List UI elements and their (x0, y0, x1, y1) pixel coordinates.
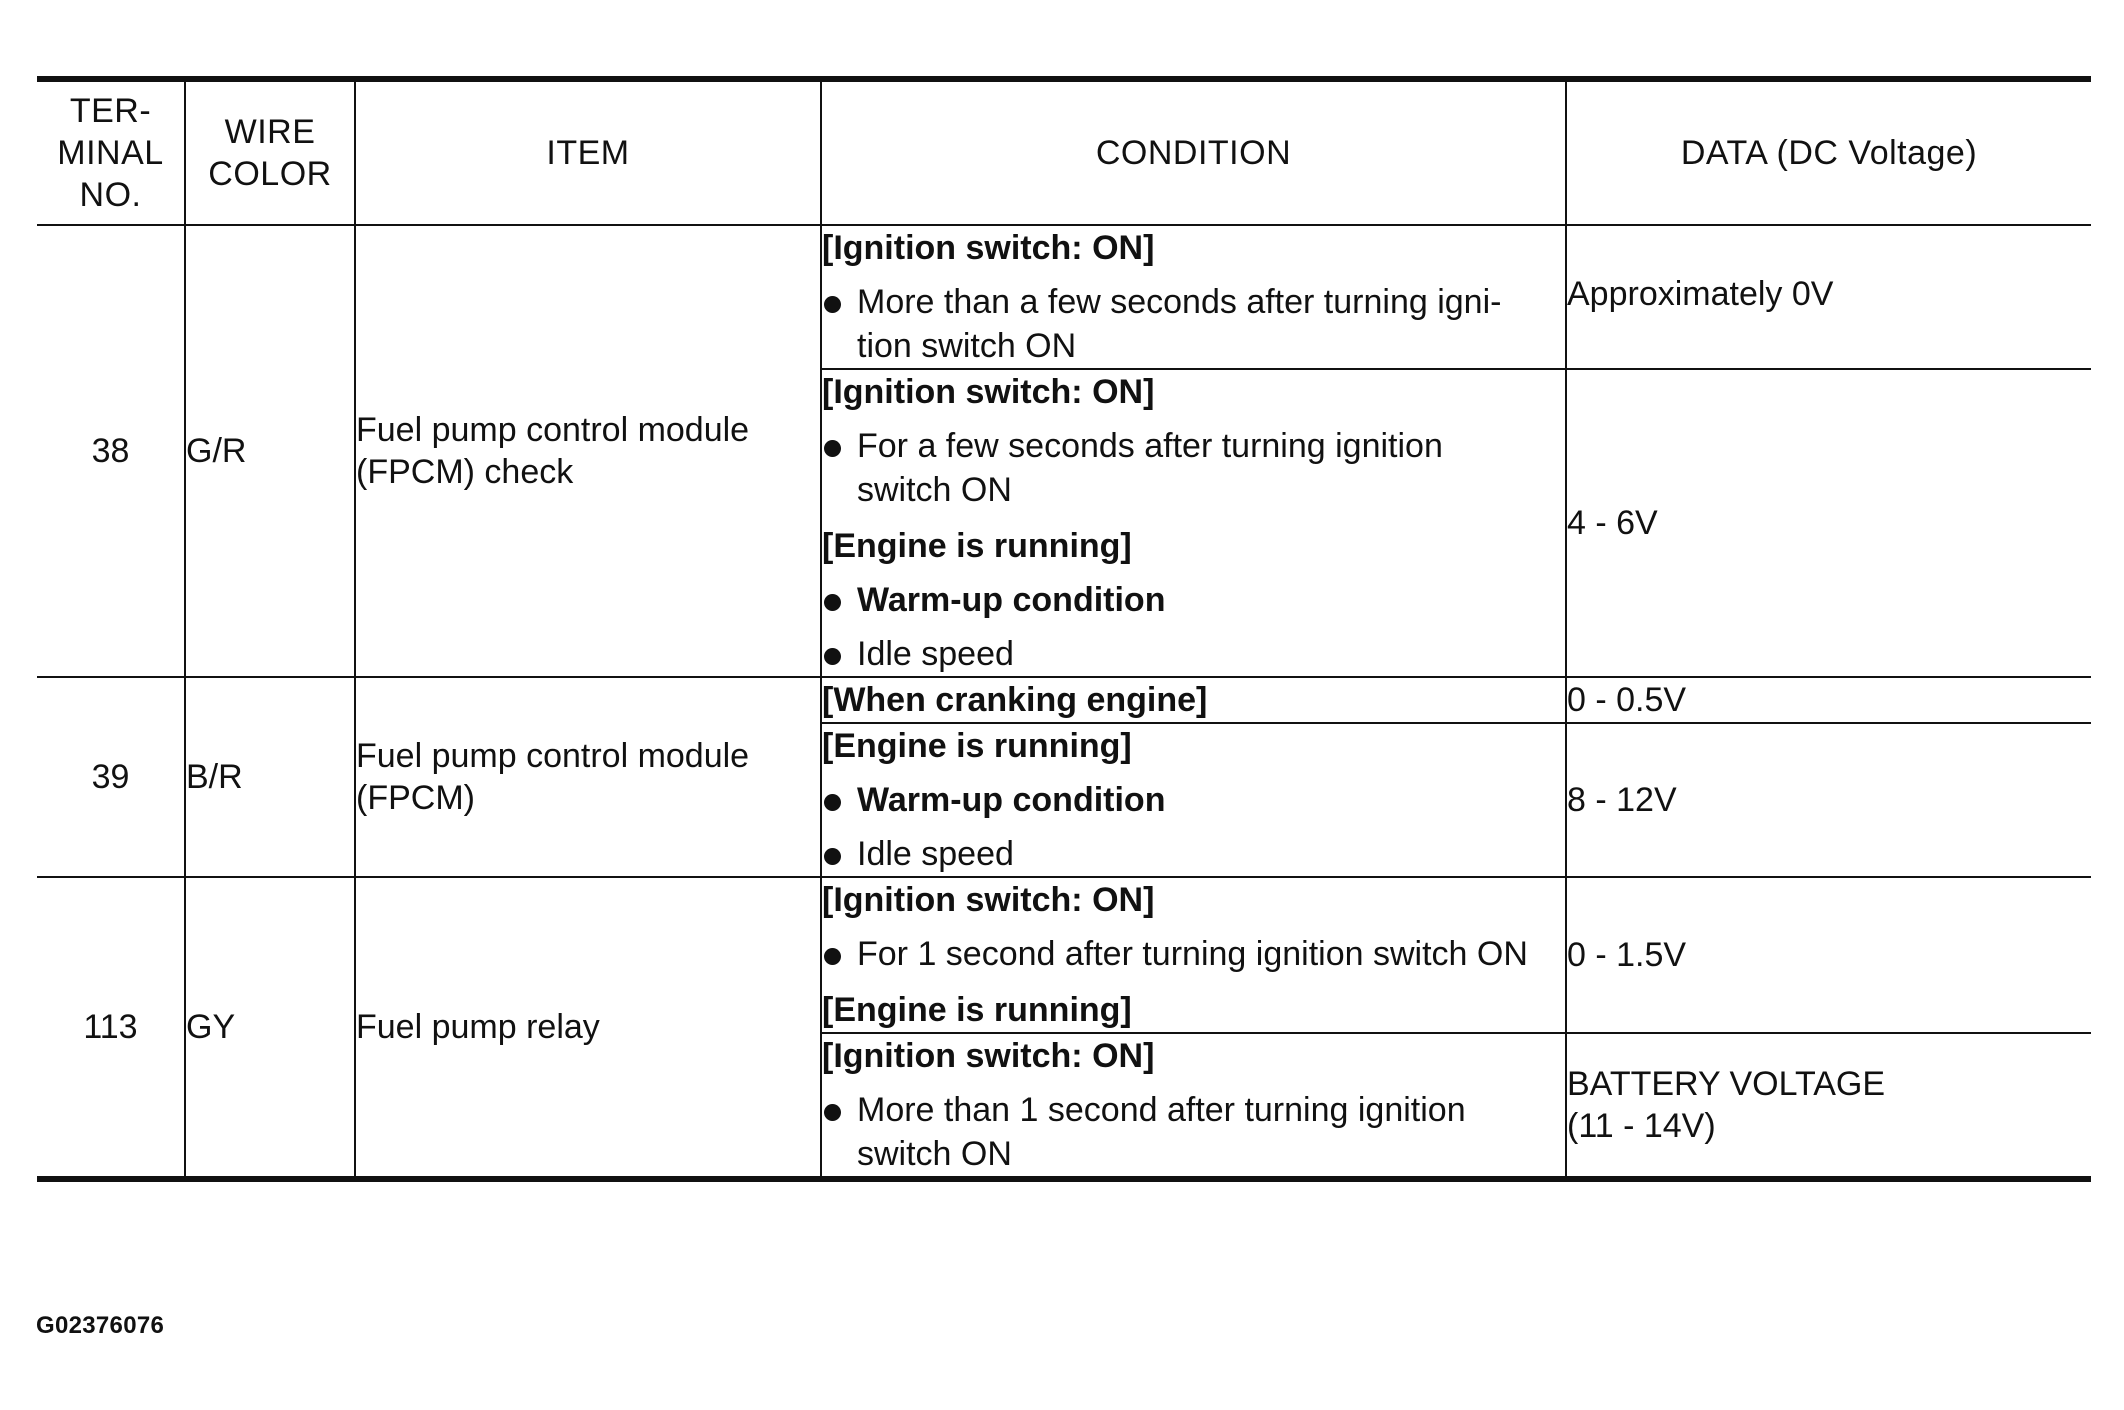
bullet-text: tion switch ON (857, 327, 1077, 365)
data-line: (11 - 14V) (1567, 1107, 1716, 1145)
item-description (355, 225, 821, 677)
bullet-text: switch ON (857, 1135, 1012, 1173)
condition-heading: [When cranking engine] (822, 681, 1208, 719)
data-line: Approximately 0V (1567, 275, 1834, 313)
item-description (355, 877, 821, 1179)
wire-color: G/R (185, 225, 355, 677)
condition-heading: [Engine is running] (822, 527, 1132, 565)
condition-heading: [Engine is running] (822, 727, 1132, 765)
condition-bullet (822, 778, 1565, 822)
condition-cell (821, 723, 1566, 877)
wire-color: GY (185, 877, 355, 1179)
bullet-text: Idle speed (857, 635, 1014, 673)
condition-bullet (822, 932, 1565, 976)
terminal-number: 113 (37, 877, 185, 1179)
condition-cell (821, 369, 1566, 677)
condition-cell (821, 877, 1566, 1033)
table-row (37, 677, 2091, 723)
data-line: 8 - 12V (1567, 781, 1677, 819)
bullet-text: Idle speed (857, 835, 1014, 873)
data-value (1566, 225, 2091, 369)
bullet-text: For a few seconds after turning ignition (857, 427, 1443, 465)
item-line: Fuel pump relay (356, 1008, 600, 1046)
data-value (1566, 369, 2091, 677)
bullet-icon (824, 794, 841, 811)
bullet-icon (824, 948, 841, 965)
condition-heading: [Engine is running] (822, 991, 1132, 1029)
item-description (355, 677, 821, 877)
terminal-number: 38 (37, 225, 185, 677)
bullet-text: For 1 second after turning ignition switch ON (857, 935, 1528, 973)
condition-cell (821, 677, 1566, 723)
bullet-text: Warm-up condition (857, 781, 1166, 819)
condition-bullet (822, 632, 1565, 676)
wire-color: B/R (185, 677, 355, 877)
table-row (37, 225, 2091, 369)
condition-heading: [Ignition switch: ON] (822, 229, 1155, 267)
condition-header: CONDITION (821, 79, 1566, 225)
data-value (1566, 877, 2091, 1033)
bullet-icon (824, 848, 841, 865)
bullet-icon (824, 594, 841, 611)
item-line: (FPCM) check (356, 453, 574, 491)
table-row (37, 877, 2091, 1033)
data-line: BATTERY VOLTAGE (1567, 1065, 1886, 1103)
item-line: Fuel pump control module (356, 737, 750, 775)
bullet-icon (824, 296, 841, 313)
data-value (1566, 1033, 2091, 1179)
data-line: 0 - 0.5V (1567, 681, 1687, 719)
item-header: ITEM (355, 79, 821, 225)
table-body (37, 225, 2091, 1179)
data-line: 0 - 1.5V (1567, 936, 1687, 974)
bullet-icon (824, 648, 841, 665)
data-header: DATA (DC Voltage) (1566, 79, 2091, 225)
item-line: (FPCM) (356, 779, 475, 817)
bullet-text: More than a few seconds after turning igni- (857, 283, 1502, 321)
item-line: Fuel pump control module (356, 411, 750, 449)
condition-cell (821, 225, 1566, 369)
condition-bullet (822, 280, 1565, 368)
wire-color-header: WIRE COLOR (185, 79, 355, 225)
condition-heading: [Ignition switch: ON] (822, 373, 1155, 411)
condition-bullet (822, 832, 1565, 876)
condition-bullet (822, 1088, 1565, 1176)
data-line: 4 - 6V (1567, 504, 1658, 542)
terminal-data-table (37, 76, 2091, 1182)
condition-cell (821, 1033, 1566, 1179)
bullet-icon (824, 1104, 841, 1121)
data-value (1566, 677, 2091, 723)
condition-bullet (822, 424, 1565, 512)
header-row (37, 79, 2091, 225)
terminal-no-header: TER- MINAL NO. (37, 79, 185, 225)
bullet-icon (824, 440, 841, 457)
condition-heading: [Ignition switch: ON] (822, 1037, 1155, 1075)
data-value (1566, 723, 2091, 877)
condition-heading: [Ignition switch: ON] (822, 881, 1155, 919)
condition-bullet (822, 578, 1565, 622)
bullet-text: Warm-up condition (857, 581, 1166, 619)
bullet-text: switch ON (857, 471, 1012, 509)
terminal-number: 39 (37, 677, 185, 877)
figure-id: G02376076 (36, 1312, 165, 1339)
bullet-text: More than 1 second after turning ignition (857, 1091, 1466, 1129)
